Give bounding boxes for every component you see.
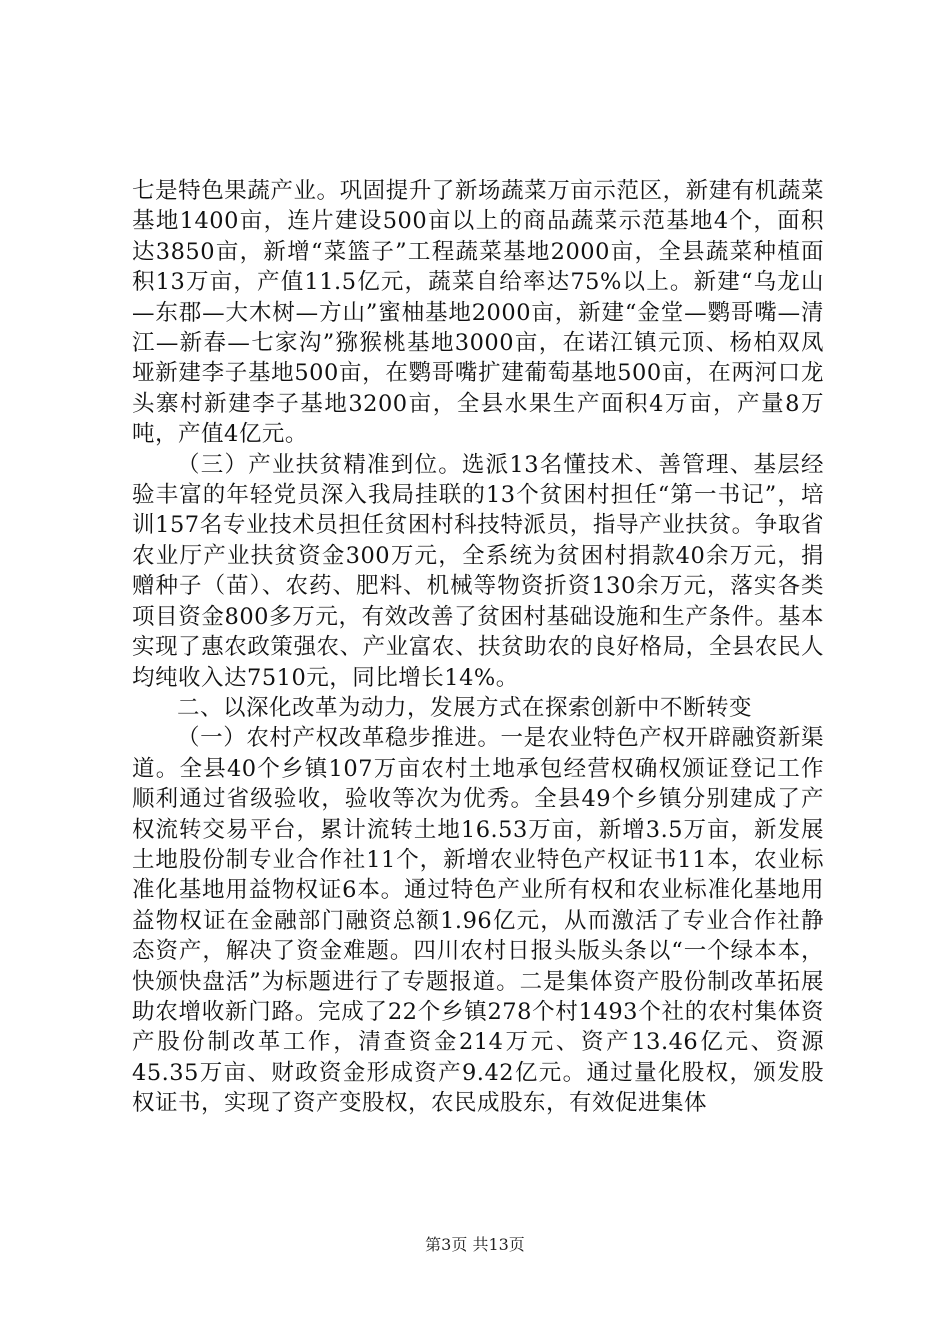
document-body bbox=[132, 176, 824, 1119]
page-number: 第3页 共13页 bbox=[425, 1235, 525, 1254]
section-heading-reform: 二、以深化改革为动力，发展方式在探索创新中不断转变 bbox=[177, 694, 753, 721]
paragraph-fruit-vegetable-industry: 七是特色果蔬产业。巩固提升了新场蔬菜万亩示范区，新建有机蔬菜基地1400亩，连片建设500亩以上的商品蔬菜示范基地4个，面积达3850亩，新增“菜篮子”工程蔬菜基地2000亩，全县蔬菜种植面积13万亩，产值11.5亿元，蔬菜自给率达75%以上。新建“乌龙山—东郡—大木树—方山”蜜柚基地2000亩，新建“金堂—鹦哥嘴—清江—新春—七家沟”猕猴桃基地3000亩，在诺江镇元顶、杨柏双凤垭新建李子基地500亩，在鹦哥嘴扩建葡萄基地500亩，在两河口龙头寨村新建李子基地3200亩，全县水果生产面积4万亩，产量8万吨，产值4亿元。 bbox=[132, 178, 824, 448]
paragraph-poverty-alleviation: （三）产业扶贫精准到位。选派13名懂技术、善管理、基层经验丰富的年轻党员深入我局挂联的13个贫困村担任“第一书记”，培训157名专业技术员担任贫困村科技特派员，指导产业扶贫。争取省农业厅产业扶贫资金300万元，全系统为贫困村捐款40余万元，捐赠种子（苗）、农药、肥料、机械等物资折资130余万元，落实各类项目资金800多万元，有效改善了贫困村基础设施和生产条件。基本实现了惠农政策强农、产业富农、扶贫助农的良好格局，全县农民人均纯收入达7510元，同比增长14%。 bbox=[132, 451, 824, 691]
paragraph-property-rights-reform: （一）农村产权改革稳步推进。一是农业特色产权开辟融资新渠道。全县40个乡镇107万亩农村土地承包经营权确权颁证登记工作顺利通过省级验收，验收等次为优秀。全县49个乡镇分别建成了产权流转交易平台，累计流转土地16.53万亩，新增3.5万亩，新发展土地股份制专业合作社11个，新增农业特色产权证书11本，农业标准化基地用益物权证6本。通过特色产业所有权和农业标准化基地用益物权证在金融部门融资总额1.96亿元，从而激活了专业合作社静态资产，解决了资金难题。四川农村日报头版头条以“一个绿本本，快颁快盘活”为标题进行了专题报道。二是集体资产股份制改革拓展助农增收新门路。完成了22个乡镇278个村1493个社的农村集体资产股份制改革工作，清查资金214万元、资产13.46亿元、资源45.35万亩、财政资金形成资产9.42亿元。通过量化股权，颁发股权证书，实现了资产变股权，农民成股东，有效促进集体 bbox=[132, 725, 824, 1117]
